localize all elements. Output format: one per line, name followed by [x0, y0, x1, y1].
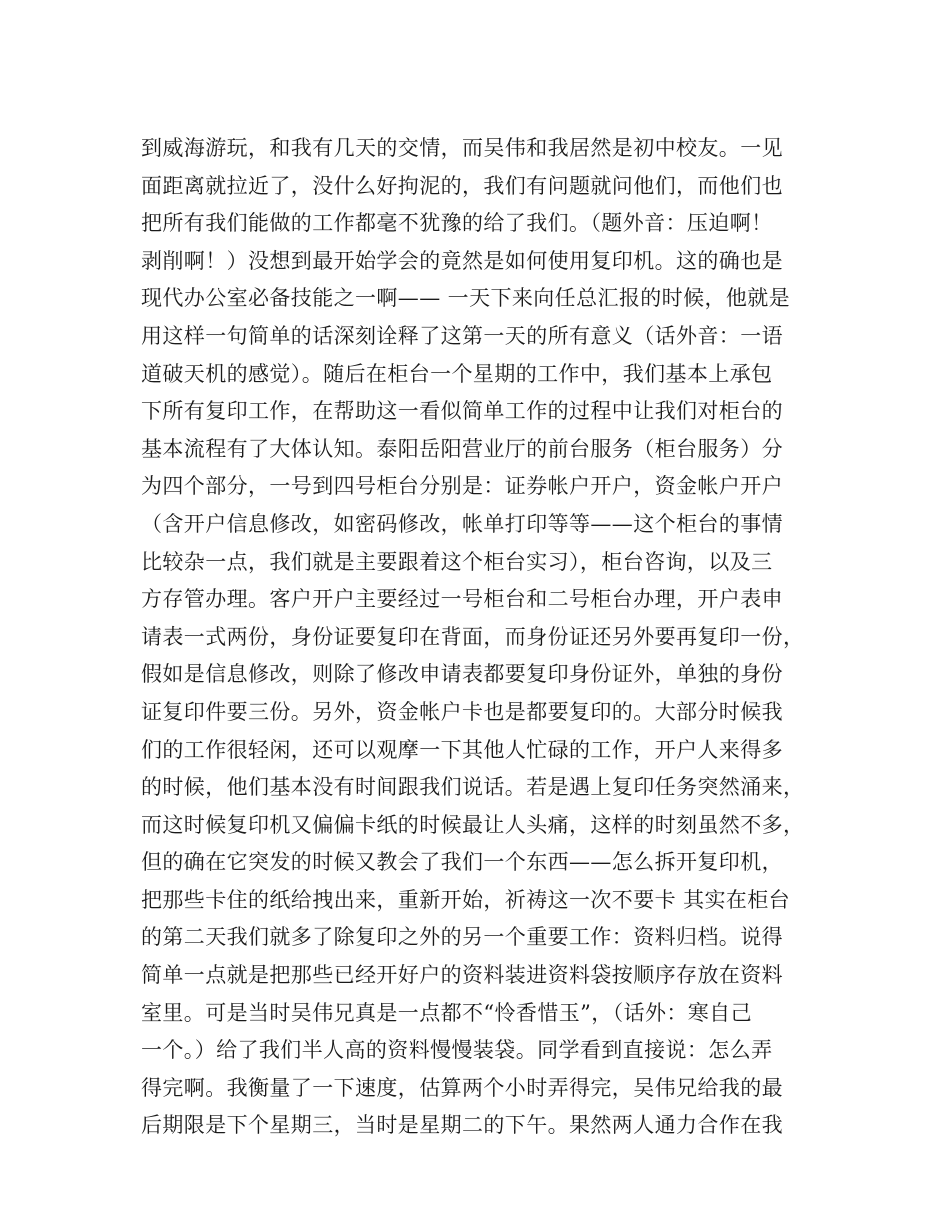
text-line: 简单一点就是把那些已经开好户的资料装进资料袋按顺序存放在资料 — [141, 963, 783, 988]
text-line: 用这样一句简单的话深刻诠释了这第一天的所有意义（话外音：一语 — [141, 323, 783, 348]
text-line: 面距离就拉近了，没什么好拘泥的，我们有问题就问他们，而他们也 — [141, 173, 783, 198]
text-line: （含开户信息修改，如密码修改，帐单打印等等——这个柜台的事情 — [141, 511, 783, 536]
text-line: 但的确在它突发的时候又教会了我们一个东西——怎么拆开复印机， — [141, 850, 783, 875]
text-line: 室里。可是当时吴伟兄真是一点都不“怜香惜玉”，（话外：寒自己 — [141, 1000, 752, 1025]
text-line: 的时候，他们基本没有时间跟我们说话。若是遇上复印任务突然涌来， — [141, 775, 805, 800]
text-line: 下所有复印工作，在帮助这一看似简单工作的过程中让我们对柜台的 — [141, 399, 783, 424]
text-line: 方存管办理。客户开户主要经过一号柜台和二号柜台办理，开户表申 — [141, 587, 783, 612]
text-line: 为四个部分，一号到四号柜台分别是：证券帐户开户，资金帐户开户 — [141, 474, 783, 499]
text-line: 而这时候复印机又偏偏卡纸的时候最让人头痛，这样的时刻虽然不多， — [141, 812, 805, 837]
text-line: 证复印件要三份。另外，资金帐户卡也是都要复印的。大部分时候我 — [141, 699, 783, 724]
text-line: 剥削啊！）没想到最开始学会的竟然是如何使用复印机。这的确也是 — [141, 248, 783, 273]
text-line: 道破天机的感觉）。随后在柜台一个星期的工作中，我们基本上承包 — [141, 361, 773, 386]
body-text — [141, 130, 821, 1145]
text-line: 请表一式两份，身份证要复印在背面，而身份证还另外要再复印一份， — [141, 624, 805, 649]
text-line: 把所有我们能做的工作都毫不犹豫的给了我们。（题外音：压迫啊！ — [141, 211, 773, 236]
text-line: 现代办公室必备技能之一啊—— 一天下来向任总汇报的时候，他就是 — [141, 286, 791, 311]
text-line: 到威海游玩，和我有几天的交情，而吴伟和我居然是初中校友。一见 — [141, 136, 783, 160]
text-line: 后期限是下个星期三，当时是星期二的下午。果然两人通力合作在我 — [141, 1113, 783, 1138]
text-line: 的第二天我们就多了除复印之外的另一个重要工作：资料归档。说得 — [141, 925, 783, 950]
text-line: 比较杂一点，我们就是主要跟着这个柜台实习），柜台咨询，以及三 — [141, 549, 773, 574]
text-line: 把那些卡住的纸给拽出来，重新开始，祈祷这一次不要卡 其实在柜台 — [141, 887, 791, 912]
text-line: 一个。）给了我们半人高的资料慢慢装袋。同学看到直接说：怎么弄 — [141, 1038, 773, 1063]
text-line: 得完啊。我衡量了一下速度，估算两个小时弄得完，吴伟兄给我的最 — [141, 1075, 783, 1100]
text-line: 假如是信息修改，则除了修改申请表都要复印身份证外，单独的身份 — [141, 662, 783, 687]
text-line: 们的工作很轻闲，还可以观摩一下其他人忙碌的工作，开户人来得多 — [141, 737, 783, 762]
text-line: 基本流程有了大体认知。泰阳岳阳营业厅的前台服务（柜台服务）分 — [141, 436, 783, 461]
